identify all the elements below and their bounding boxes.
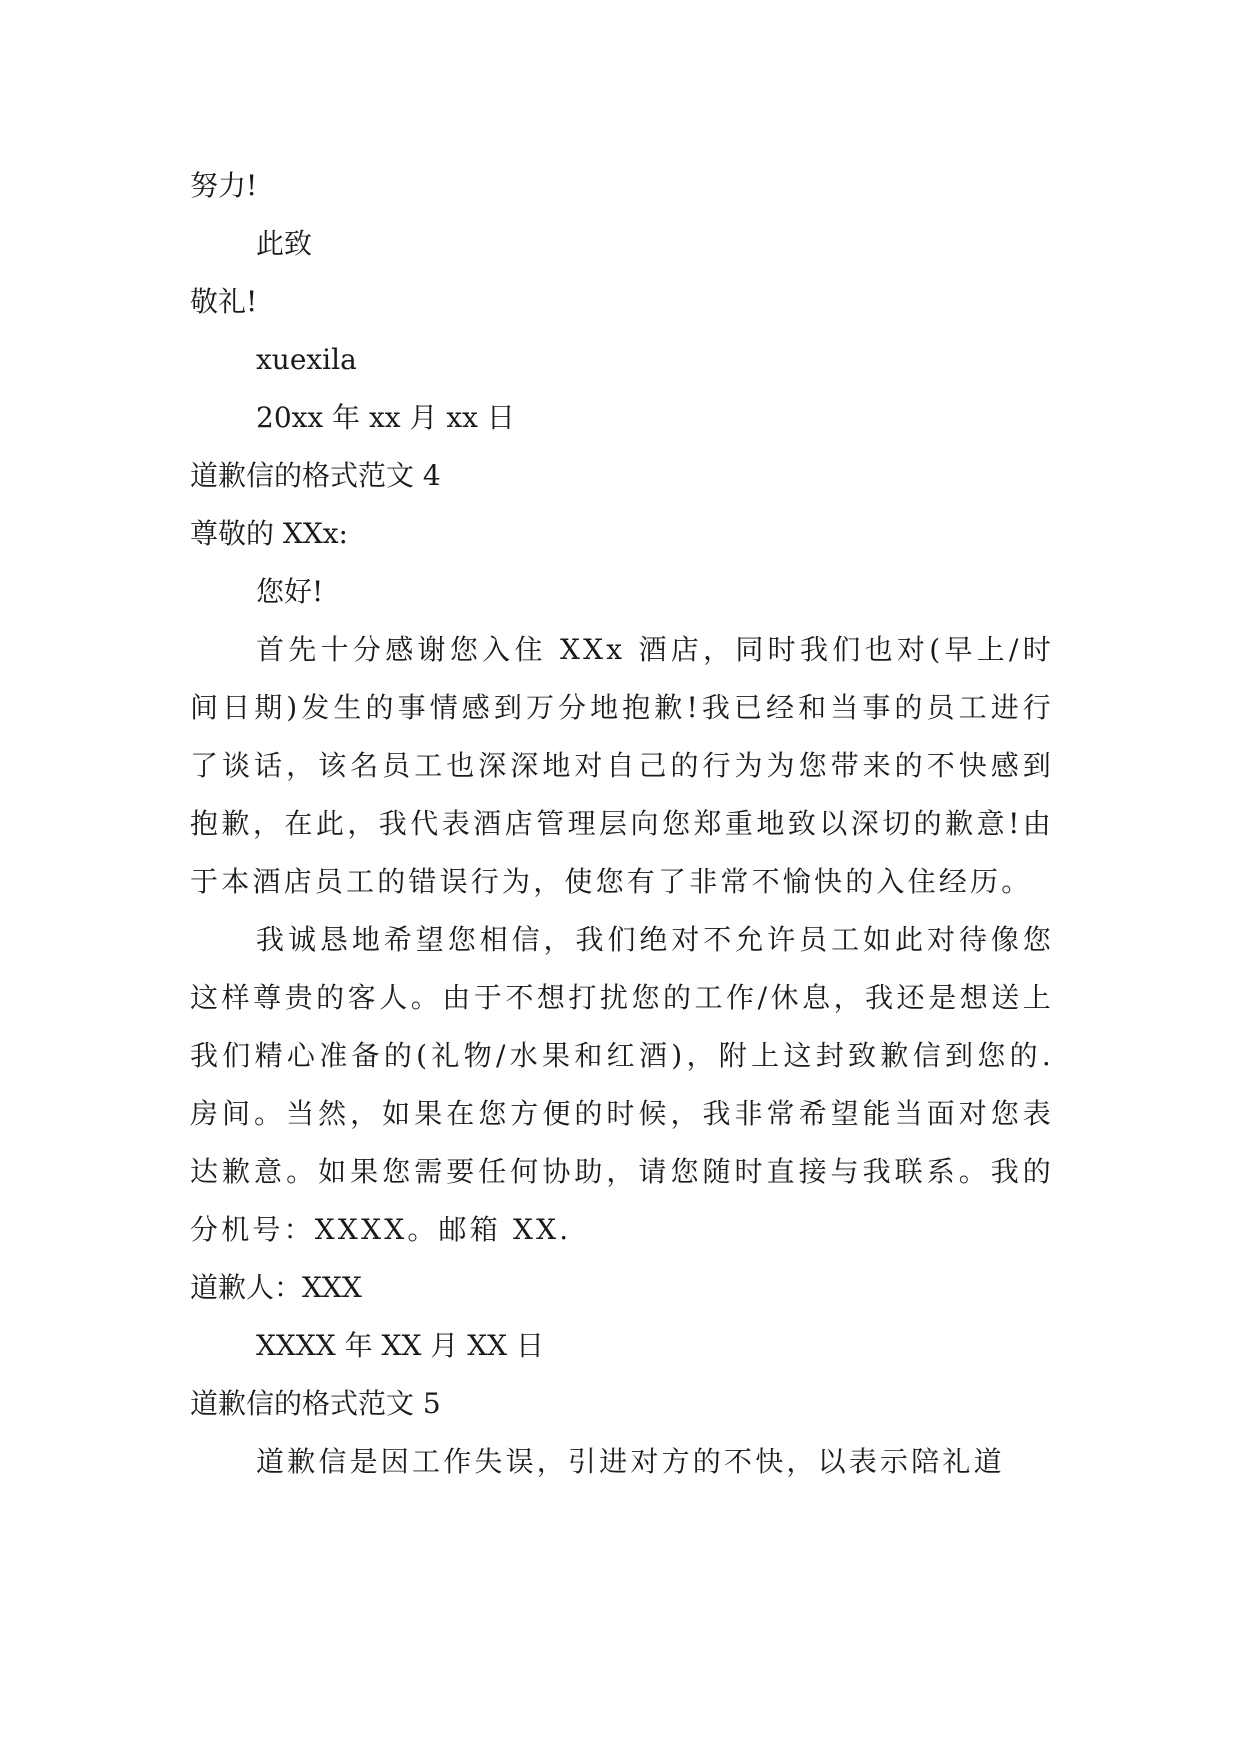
section-5-paragraph: 道歉信是因工作失误，引进对方的不快，以表示陪礼道: [256, 1445, 1005, 1478]
text-line-author: xuexila: [256, 343, 357, 376]
letter-date: XXXX 年 XX 月 XX 日: [256, 1329, 544, 1362]
text-line-regards: 敬礼!: [190, 285, 258, 318]
letter-greeting: 尊敬的 XXx:: [190, 517, 348, 550]
letter-paragraph-2: 我诚恳地希望您相信，我们绝对不允许员工如此对待像您这样尊贵的客人。由于不想打扰您的工作/休息，我还是想送上我们精心准备的(礼物/水果和红酒)，附上这封致歉信到您的.房间。当然，如果在您方便的时候，我非常希望能当面对您表达歉意。如果您需要任何协助，请您随时直接与我联系。我的分机号：XXXX。邮箱 XX.: [190, 923, 1054, 1246]
section-heading-4: 道歉信的格式范文 4: [190, 459, 441, 492]
letter-signature: 道歉人：XXX: [190, 1271, 362, 1304]
text-line-salutation-close: 此致: [256, 227, 313, 260]
document-body: [190, 157, 1054, 1491]
section-heading-5: 道歉信的格式范文 5: [190, 1387, 441, 1420]
text-line-closing: 努力!: [190, 169, 258, 202]
letter-paragraph-1: 首先十分感谢您入住 XXx 酒店，同时我们也对(早上/时间日期)发生的事情感到万分地抱歉!我已经和当事的员工进行了谈话，该名员工也深深地对自己的行为为您带来的不快感到抱歉，在此，我代表酒店管理层向您郑重地致以深切的歉意!由于本酒店员工的错误行为，使您有了非常不愉快的入住经历。: [190, 633, 1054, 898]
text-line-date: 20xx 年 xx 月 xx 日: [256, 401, 515, 434]
letter-hello: 您好!: [256, 575, 324, 608]
